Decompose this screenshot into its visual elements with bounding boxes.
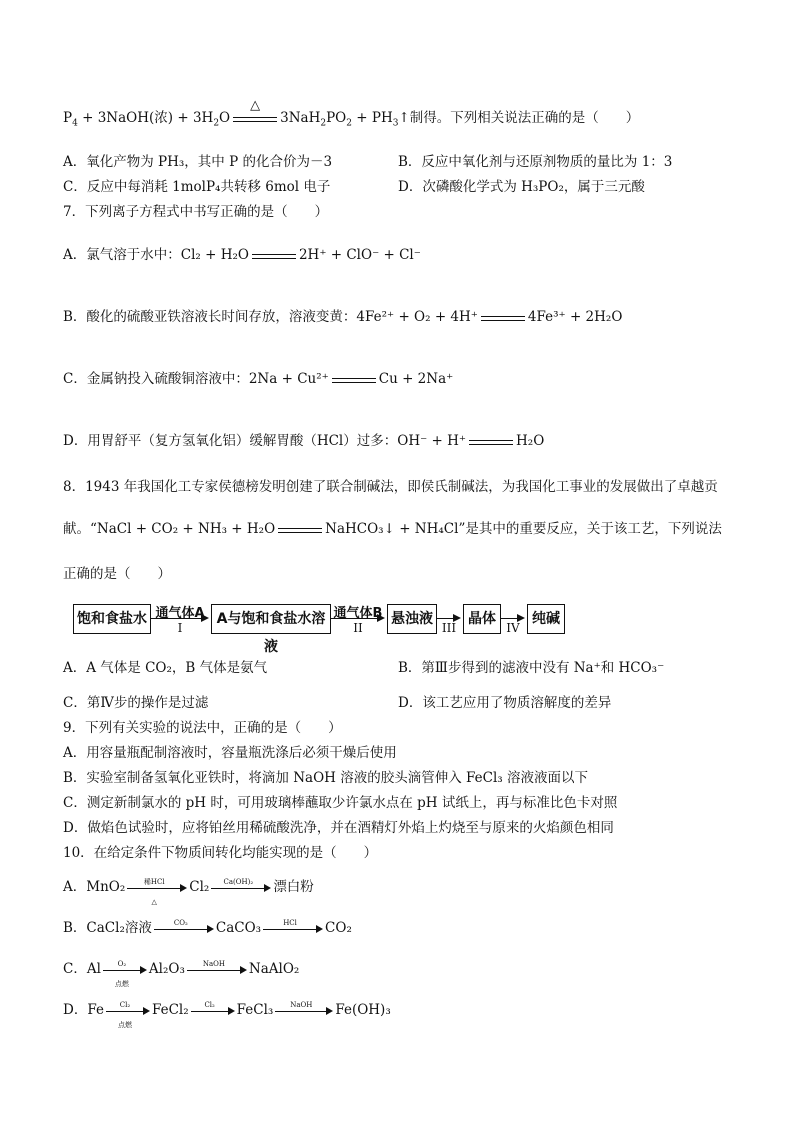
q9-option-d: D．做焰色试验时，应将铂丝用稀硫酸洗净，并在酒精灯外焰上灼烧至与原来的火焰颜色相同: [63, 820, 614, 836]
reaction-arrow: CO₂: [154, 922, 214, 936]
q8-option-b: B．第Ⅲ步得到的滤液中没有 Na⁺和 HCO₃⁻: [398, 660, 665, 676]
reaction-arrow: O₂ 点燃: [103, 963, 147, 977]
flow-box-brine: 饱和食盐水: [73, 604, 151, 634]
q8-stem-line1: 8．1943 年我国化工专家侯德榜发明创建了联合制碱法，即侯氏制碱法，为我国化工事业的发展做出了卓越贡: [63, 479, 718, 495]
equals-sign: [332, 373, 376, 387]
reaction-arrow: NaOH: [187, 963, 247, 977]
reaction-arrow: Ca(OH)₂: [211, 881, 271, 895]
q8-option-d: D．该工艺应用了物质溶解度的差异: [398, 695, 612, 711]
q10-stem: 10．在给定条件下物质间转化均能实现的是（ ）: [63, 845, 378, 861]
q7-option-b: B．酸化的硫酸亚铁溶液长时间存放，溶液变黄：4Fe²⁺ + O₂ + 4H⁺ 4Fe³⁺ + 2H₂O: [63, 309, 623, 325]
q8-stem-line3: 正确的是（ ）: [63, 566, 171, 582]
q6-option-d: D．次磷酸化学式为 H₃PO₂，属于三元酸: [398, 179, 645, 195]
q7-option-d: D．用胃舒平（复方氢氧化铝）缓解胃酸（HCl）过多：OH⁻ + H⁺ H₂O: [63, 433, 545, 449]
q6-equation-line: [63, 97, 640, 129]
q7-stem: 7．下列离子方程式中书写正确的是（ ）: [63, 204, 329, 220]
q6-tail: 制得。下列相关说法正确的是（ ）: [409, 110, 640, 126]
q7-option-c: C．金属钠投入硫酸铜溶液中：2Na + Cu²⁺ Cu + 2Na⁺: [63, 371, 454, 387]
q8-option-a: A．A 气体是 CO₂，B 气体是氨气: [63, 660, 268, 676]
q9-option-c: C．测定新制氯水的 pH 时，可用玻璃棒蘸取少许氯水点在 pH 试纸上，再与标准比色卡对照: [63, 795, 618, 811]
reaction-arrow: NaOH: [275, 1004, 333, 1018]
equals-sign: [481, 311, 525, 325]
q9-stem: 9．下列有关实验的说法中，正确的是（ ）: [63, 720, 342, 736]
q10-option-b: B．CaCl₂溶液 CO₂ CaCO₃ HCl CO₂: [63, 918, 352, 936]
q6-eq: $P_4$ + 3NaOH(浓) + $3H_2O$ △ $3NaH_2PO_2$ + $PH_3↑$: [63, 97, 410, 129]
flow-arrow-1: 通气体A I: [151, 604, 209, 634]
q10-option-d: D．Fe Cl₂ 点燃 FeCl₂ Cl₂ FeCl₃ NaOH Fe(OH)₃: [63, 1000, 391, 1029]
reaction-arrow: Cl₂ 点燃: [106, 1004, 150, 1018]
q6-option-a: A．氧化产物为 PH₃，其中 P 的化合价为－3: [63, 154, 333, 170]
q9-option-a: A．用容量瓶配制溶液时，容量瓶洗涤后必须干燥后使用: [63, 745, 397, 761]
q8-option-c: C．第Ⅳ步的操作是过滤: [63, 695, 209, 711]
q10-option-a: A．MnO₂ 稀HCl △ Cl₂ Ca(OH)₂ 漂白粉: [63, 877, 314, 906]
q10-option-c: C．Al O₂ 点燃 Al₂O₃ NaOH NaAlO₂: [63, 959, 300, 988]
flow-box-a-brine-solution: A与饱和食盐水溶液: [211, 604, 331, 634]
flow-arrow-2: 通气体B II: [331, 604, 385, 634]
reaction-arrow: Cl₂: [191, 1004, 235, 1018]
flow-arrow-4: IV: [501, 604, 525, 634]
equals-sign: [252, 249, 296, 263]
reaction-arrow: 稀HCl △: [127, 881, 187, 895]
q8-stem-line2: 献。“NaCl + CO₂ + NH₃ + H₂O NaHCO₃↓ + NH₄Cl”是其中的重要反应，关于该工艺，下列说法: [63, 521, 722, 537]
equals-sign: [469, 435, 513, 449]
equals-sign: △: [233, 112, 277, 126]
equals-sign: [278, 523, 322, 537]
q9-option-b: B．实验室制备氢氧化亚铁时，将滴加 NaOH 溶液的胶头滴管伸入 FeCl₃ 溶液液面以下: [63, 770, 588, 786]
flow-arrow-3: III: [437, 604, 461, 634]
flow-box-soda-ash: 纯碱: [527, 604, 565, 634]
q6-option-c: C．反应中每消耗 1molP₄共转移 6mol 电子: [63, 179, 331, 195]
q6-option-b: B．反应中氧化剂与还原剂物质的量比为 1：3: [398, 154, 673, 170]
reaction-arrow: HCl: [263, 922, 323, 936]
flow-box-crystal: 晶体: [463, 604, 501, 634]
flow-box-suspension: 悬浊液: [387, 604, 437, 634]
q7-option-a: A．氯气溶于水中：Cl₂ + H₂O 2H⁺ + ClO⁻ + Cl⁻: [63, 247, 421, 263]
